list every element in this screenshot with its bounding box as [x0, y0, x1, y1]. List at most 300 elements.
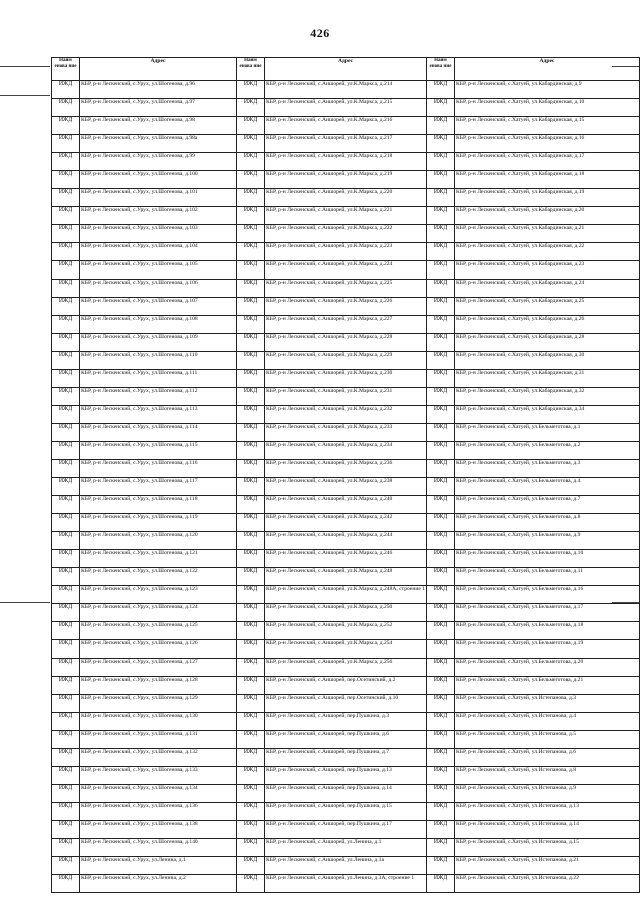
- table-row: [52, 387, 640, 405]
- object-type-cell: ИЖД: [52, 857, 80, 875]
- object-type-cell: ИЖД: [52, 171, 80, 189]
- object-type-cell: ИЖД: [427, 586, 455, 604]
- address-cell: КБР, р-н Лескенский, с.Урух, ул.Шогенова, д.115: [80, 441, 237, 459]
- address-cell: КБР, р-н Лескенский, с.Аишорей, ул.К.Маркса, д.240: [265, 496, 427, 514]
- table-row: [52, 207, 640, 225]
- address-cell: КБР, р-н Лескенский, с.Урух, ул.Шогенова, д.131: [80, 730, 237, 748]
- object-type-cell: ИЖД: [237, 694, 265, 712]
- table-row: [52, 550, 640, 568]
- object-type-cell: ИЖД: [237, 333, 265, 351]
- address-cell: КБР, р-н Лескенский, с.Хатуей, ул.Бельмеготова, д.4: [455, 478, 640, 496]
- object-type-cell: ИЖД: [237, 658, 265, 676]
- object-type-cell: ИЖД: [427, 99, 455, 117]
- table-row: [52, 712, 640, 730]
- table-row: [52, 459, 640, 477]
- address-cell: КБР, р-н Лескенский, с.Урух, ул.Шогенова, д.113: [80, 405, 237, 423]
- address-cell: КБР, р-н Лескенский, с.Хатуей, ул.Кабардинская, д.30: [455, 351, 640, 369]
- object-type-cell: ИЖД: [52, 261, 80, 279]
- address-cell: КБР, р-н Лескенский, с.Хатуей, ул.Бельмеготова, д.21: [455, 676, 640, 694]
- address-cell: КБР, р-н Лескенский, с.Аишорей, ул.Ленина, д.1: [265, 838, 427, 856]
- table-row: [52, 279, 640, 297]
- address-cell: КБР, р-н Лескенский, с.Хатуей, ул.Кабардинская, д.16: [455, 135, 640, 153]
- object-type-cell: ИЖД: [52, 135, 80, 153]
- address-cell: КБР, р-н Лескенский, с.Урух, ул.Шогенова, д.97: [80, 99, 237, 117]
- address-cell: КБР, р-н Лескенский, с.Аишорей, ул.К.Маркса, д.230: [265, 369, 427, 387]
- address-cell: КБР, р-н Лескенский, с.Хатуей, ул.Бельмеготова, д.7: [455, 496, 640, 514]
- object-type-cell: ИЖД: [52, 478, 80, 496]
- address-cell: КБР, р-н Лескенский, с.Хатуей, ул.Бельмеготова, д.3: [455, 459, 640, 477]
- address-cell: КБР, р-н Лескенский, с.Аишорей, ул.К.Маркса, д.244: [265, 532, 427, 550]
- table-row: [52, 423, 640, 441]
- address-cell: КБР, р-н Лескенский, с.Урух, ул.Шогенова, д.130: [80, 712, 237, 730]
- address-cell: КБР, р-н Лескенский, с.Хатуей, ул.Кабардинская, д.24: [455, 279, 640, 297]
- object-type-cell: ИЖД: [52, 586, 80, 604]
- object-type-cell: ИЖД: [237, 568, 265, 586]
- page-number: 426: [310, 26, 330, 40]
- address-cell: КБР, р-н Лескенский, с.Урух, ул.Шогенова, д.104: [80, 243, 237, 261]
- table-row: [52, 243, 640, 261]
- table-row: [52, 640, 640, 658]
- table-row: [52, 261, 640, 279]
- object-type-cell: ИЖД: [52, 315, 80, 333]
- address-cell: КБР, р-н Лескенский, с.Урух, ул.Шогенова, д.110: [80, 351, 237, 369]
- table-row: [52, 586, 640, 604]
- object-type-cell: ИЖД: [237, 297, 265, 315]
- object-type-cell: ИЖД: [52, 405, 80, 423]
- table-row: [52, 478, 640, 496]
- address-cell: КБР, р-н Лескенский, с.Хатуей, ул.Бельмеготова, д.9: [455, 532, 640, 550]
- address-cell: КБР, р-н Лескенский, с.Аишорей, ул.К.Маркса, д.222: [265, 225, 427, 243]
- table-row: [52, 838, 640, 856]
- address-cell: КБР, р-н Лескенский, с.Урух, ул.Шогенова, д.128: [80, 676, 237, 694]
- object-type-cell: ИЖД: [237, 712, 265, 730]
- address-cell: КБР, р-н Лескенский, с.Аишорей, ул.К.Маркса, д.233: [265, 423, 427, 441]
- address-cell: КБР, р-н Лескенский, с.Аишорей, ул.К.Маркса, д.231: [265, 387, 427, 405]
- header-type-col-3: Наим енова ние: [427, 58, 455, 81]
- object-type-cell: ИЖД: [427, 333, 455, 351]
- table-row: [52, 820, 640, 838]
- address-cell: КБР, р-н Лескенский, с.Аишорей, ул.К.Маркса, д.219: [265, 171, 427, 189]
- header-address-col-1: Адрес: [80, 58, 237, 81]
- table-row: [52, 514, 640, 532]
- object-type-cell: ИЖД: [427, 496, 455, 514]
- address-cell: КБР, р-н Лескенский, с.Хатуей, ул.Кабардинская, д.23: [455, 261, 640, 279]
- object-type-cell: ИЖД: [52, 387, 80, 405]
- address-cell: КБР, р-н Лескенский, с.Аишорей, ул.К.Маркса, д.226: [265, 297, 427, 315]
- object-type-cell: ИЖД: [237, 748, 265, 766]
- object-type-cell: ИЖД: [52, 658, 80, 676]
- address-cell: КБР, р-н Лескенский, с.Хатуей, ул.Бельмеготова, д.2: [455, 441, 640, 459]
- address-cell: КБР, р-н Лескенский, с.Аишорей, ул.К.Маркса, д.252: [265, 622, 427, 640]
- address-cell: КБР, р-н Лескенский, с.Хатуей, ул.Кабардинская, д.25: [455, 297, 640, 315]
- address-cell: КБР, р-н Лескенский, с.Аишорей, ул.Ленина, д.3А, строение 1: [265, 875, 427, 893]
- object-type-cell: ИЖД: [52, 784, 80, 802]
- object-type-cell: ИЖД: [52, 351, 80, 369]
- object-type-cell: ИЖД: [427, 117, 455, 135]
- address-cell: КБР, р-н Лескенский, с.Аишорей, ул.К.Маркса, д.220: [265, 189, 427, 207]
- object-type-cell: ИЖД: [52, 766, 80, 784]
- table-row: [52, 532, 640, 550]
- table-body: [52, 81, 640, 893]
- object-type-cell: ИЖД: [427, 261, 455, 279]
- object-type-cell: ИЖД: [52, 568, 80, 586]
- object-type-cell: ИЖД: [52, 694, 80, 712]
- object-type-cell: ИЖД: [52, 532, 80, 550]
- object-type-cell: ИЖД: [237, 171, 265, 189]
- table-row: [52, 171, 640, 189]
- table-row: [52, 333, 640, 351]
- address-cell: КБР, р-н Лескенский, с.Аишорей, ул.К.Маркса, д.232: [265, 405, 427, 423]
- address-cell: КБР, р-н Лескенский, с.Аишорей, ул.К.Маркса, д.248: [265, 568, 427, 586]
- address-cell: КБР, р-н Лескенский, с.Аишорей, пер.Пушкина, д.6: [265, 730, 427, 748]
- object-type-cell: ИЖД: [52, 243, 80, 261]
- address-cell: КБР, р-н Лескенский, с.Хатуей, ул.Кабардинская, д.15: [455, 117, 640, 135]
- object-type-cell: ИЖД: [427, 135, 455, 153]
- address-cell: КБР, р-н Лескенский, с.Аишорей, пер.Осетинский, д.10: [265, 694, 427, 712]
- object-type-cell: ИЖД: [427, 478, 455, 496]
- address-cell: КБР, р-н Лескенский, с.Урух, ул.Шогенова, д.116: [80, 459, 237, 477]
- header-address-col-3: Адрес: [455, 58, 640, 81]
- object-type-cell: ИЖД: [427, 532, 455, 550]
- table-row: [52, 297, 640, 315]
- object-type-cell: ИЖД: [237, 207, 265, 225]
- address-cell: КБР, р-н Лескенский, с.Урух, ул.Шогенова, д.108: [80, 315, 237, 333]
- object-type-cell: ИЖД: [52, 712, 80, 730]
- address-cell: КБР, р-н Лескенский, с.Хатуей, ул.Бельмеготова, д.16: [455, 586, 640, 604]
- address-cell: КБР, р-н Лескенский, с.Урух, ул.Шогенова, д.132: [80, 748, 237, 766]
- object-type-cell: ИЖД: [427, 315, 455, 333]
- object-type-cell: ИЖД: [237, 441, 265, 459]
- object-type-cell: ИЖД: [52, 496, 80, 514]
- header-address-col-2: Адрес: [265, 58, 427, 81]
- object-type-cell: ИЖД: [427, 279, 455, 297]
- object-type-cell: ИЖД: [237, 730, 265, 748]
- object-type-cell: ИЖД: [52, 748, 80, 766]
- address-cell: КБР, р-н Лескенский, с.Аишорей, пер.Пушкина, д.15: [265, 802, 427, 820]
- object-type-cell: ИЖД: [237, 514, 265, 532]
- address-cell: КБР, р-н Лескенский, с.Хатуей, ул.Кабардинская, д.31: [455, 369, 640, 387]
- object-type-cell: ИЖД: [237, 153, 265, 171]
- table-row: [52, 730, 640, 748]
- object-type-cell: ИЖД: [52, 153, 80, 171]
- object-type-cell: ИЖД: [52, 81, 80, 99]
- address-cell: КБР, р-н Лескенский, с.Аишорей, ул.К.Маркса, д.215: [265, 99, 427, 117]
- header-type-col-2: Наим енова ние: [237, 58, 265, 81]
- address-cell: КБР, р-н Лескенский, с.Хатуей, ул.Истепанова, д.9: [455, 784, 640, 802]
- object-type-cell: ИЖД: [427, 405, 455, 423]
- object-type-cell: ИЖД: [52, 423, 80, 441]
- address-cell: КБР, р-н Лескенский, с.Аишорей, пер.Пушкина, д.14: [265, 784, 427, 802]
- table-row: [52, 369, 640, 387]
- object-type-cell: ИЖД: [52, 279, 80, 297]
- object-type-cell: ИЖД: [52, 99, 80, 117]
- address-cell: КБР, р-н Лескенский, с.Аишорей, ул.К.Маркса, д.234: [265, 441, 427, 459]
- object-type-cell: ИЖД: [237, 99, 265, 117]
- address-cell: КБР, р-н Лескенский, с.Хатуей, ул.Кабардинская, д.28: [455, 333, 640, 351]
- table-row: [52, 748, 640, 766]
- address-cell: КБР, р-н Лескенский, с.Аишорей, ул.К.Маркса, д.256: [265, 658, 427, 676]
- address-cell: КБР, р-н Лескенский, с.Урух, ул.Шогенова, д.114: [80, 423, 237, 441]
- object-type-cell: ИЖД: [237, 857, 265, 875]
- address-cell: КБР, р-н Лескенский, с.Аишорей, ул.К.Маркса, д.238: [265, 478, 427, 496]
- object-type-cell: ИЖД: [237, 532, 265, 550]
- left-margin-line: [0, 66, 50, 67]
- object-type-cell: ИЖД: [237, 459, 265, 477]
- address-cell: КБР, р-н Лескенский, с.Урух, ул.Шогенова, д.126: [80, 640, 237, 658]
- address-cell: КБР, р-н Лескенский, с.Аишорей, ул.К.Маркса, д.236: [265, 459, 427, 477]
- object-type-cell: ИЖД: [237, 550, 265, 568]
- address-cell: КБР, р-н Лескенский, с.Хатуей, ул.Истепанова, д.13: [455, 802, 640, 820]
- object-type-cell: ИЖД: [427, 550, 455, 568]
- address-cell: КБР, р-н Лескенский, с.Хатуей, ул.Кабардинская, д.22: [455, 243, 640, 261]
- object-type-cell: ИЖД: [427, 189, 455, 207]
- object-type-cell: ИЖД: [427, 622, 455, 640]
- address-cell: КБР, р-н Лескенский, с.Аишорей, пер.Пушкина, д.17: [265, 820, 427, 838]
- table-row: [52, 81, 640, 99]
- address-cell: КБР, р-н Лескенский, с.Урух, ул.Шогенова, д.117: [80, 478, 237, 496]
- table-row: [52, 99, 640, 117]
- object-type-cell: ИЖД: [237, 622, 265, 640]
- object-type-cell: ИЖД: [237, 243, 265, 261]
- address-cell: КБР, р-н Лескенский, с.Урух, ул.Шогенова, д.111: [80, 369, 237, 387]
- header-type-col-1: Наим енова ние: [52, 58, 80, 81]
- address-cell: КБР, р-н Лескенский, с.Урух, ул.Шогенова, д.123: [80, 586, 237, 604]
- address-cell: КБР, р-н Лескенский, с.Урух, ул.Шогенова, д.138: [80, 820, 237, 838]
- address-cell: КБР, р-н Лескенский, с.Аишорей, ул.К.Маркса, д.223: [265, 243, 427, 261]
- object-type-cell: ИЖД: [237, 315, 265, 333]
- object-type-cell: ИЖД: [427, 658, 455, 676]
- object-type-cell: ИЖД: [52, 622, 80, 640]
- table-row: [52, 802, 640, 820]
- address-cell: КБР, р-н Лескенский, с.Урух, ул.Шогенова, д.119: [80, 514, 237, 532]
- address-cell: КБР, р-н Лескенский, с.Хатуей, ул.Бельмеготова, д.8: [455, 514, 640, 532]
- object-type-cell: ИЖД: [237, 81, 265, 99]
- object-type-cell: ИЖД: [237, 351, 265, 369]
- address-cell: КБР, р-н Лескенский, с.Хатуей, ул.Кабардинская, д.9: [455, 81, 640, 99]
- object-type-cell: ИЖД: [427, 838, 455, 856]
- address-cell: КБР, р-н Лескенский, с.Аишорей, ул.К.Маркса, д.216: [265, 117, 427, 135]
- table-row: [52, 441, 640, 459]
- object-type-cell: ИЖД: [52, 514, 80, 532]
- object-type-cell: ИЖД: [427, 514, 455, 532]
- object-type-cell: ИЖД: [52, 802, 80, 820]
- object-type-cell: ИЖД: [427, 387, 455, 405]
- object-type-cell: ИЖД: [52, 550, 80, 568]
- object-type-cell: ИЖД: [237, 586, 265, 604]
- address-cell: КБР, р-н Лескенский, с.Аишорей, ул.К.Маркса, д.224: [265, 261, 427, 279]
- address-cell: КБР, р-н Лескенский, с.Хатуей, ул.Кабардинская, д.34: [455, 405, 640, 423]
- object-type-cell: ИЖД: [237, 423, 265, 441]
- address-cell: КБР, р-н Лескенский, с.Хатуей, ул.Истепанова, д.14: [455, 820, 640, 838]
- address-cell: КБР, р-н Лескенский, с.Урух, ул.Шогенова, д.103: [80, 225, 237, 243]
- address-cell: КБР, р-н Лескенский, с.Урух, ул.Шогенова, д.105: [80, 261, 237, 279]
- address-cell: КБР, р-н Лескенский, с.Урух, ул.Шогенова, д.127: [80, 658, 237, 676]
- address-cell: КБР, р-н Лескенский, с.Хатуей, ул.Истепанова, д.15: [455, 838, 640, 856]
- object-type-cell: ИЖД: [52, 297, 80, 315]
- object-type-cell: ИЖД: [237, 640, 265, 658]
- object-type-cell: ИЖД: [427, 748, 455, 766]
- address-cell: КБР, р-н Лескенский, с.Урух, ул.Шогенова, д.99: [80, 153, 237, 171]
- object-type-cell: ИЖД: [237, 189, 265, 207]
- object-type-cell: ИЖД: [237, 369, 265, 387]
- object-type-cell: ИЖД: [427, 802, 455, 820]
- address-cell: КБР, р-н Лескенский, с.Аишорей, ул.Ленина, д.1а: [265, 857, 427, 875]
- object-type-cell: ИЖД: [427, 351, 455, 369]
- address-cell: КБР, р-н Лескенский, с.Хатуей, ул.Истепанова, д.4: [455, 712, 640, 730]
- table-row: [52, 766, 640, 784]
- address-cell: КБР, р-н Лескенский, с.Хатуей, ул.Бельмеготова, д.17: [455, 604, 640, 622]
- address-cell: КБР, р-н Лескенский, с.Урух, ул.Шогенова, д.134: [80, 784, 237, 802]
- object-type-cell: ИЖД: [237, 875, 265, 893]
- table-row: [52, 117, 640, 135]
- object-type-cell: ИЖД: [52, 459, 80, 477]
- address-cell: КБР, р-н Лескенский, с.Хатуей, ул.Бельмеготова, д.11: [455, 568, 640, 586]
- address-table-wrapper: [51, 57, 611, 893]
- address-cell: КБР, р-н Лескенский, с.Хатуей, ул.Кабардинская, д.10: [455, 99, 640, 117]
- object-type-cell: ИЖД: [237, 676, 265, 694]
- address-cell: КБР, р-н Лескенский, с.Хатуей, ул.Бельмеготова, д.1: [455, 423, 640, 441]
- address-cell: КБР, р-н Лескенский, с.Урух, ул.Шогенова, д.100: [80, 171, 237, 189]
- object-type-cell: ИЖД: [52, 875, 80, 893]
- address-cell: КБР, р-н Лескенский, с.Урух, ул.Шогенова, д.98а: [80, 135, 237, 153]
- object-type-cell: ИЖД: [427, 441, 455, 459]
- object-type-cell: ИЖД: [52, 369, 80, 387]
- object-type-cell: ИЖД: [237, 802, 265, 820]
- address-cell: КБР, р-н Лескенский, с.Урух, ул.Шогенова, д.122: [80, 568, 237, 586]
- address-cell: КБР, р-н Лескенский, с.Урух, ул.Шогенова, д.121: [80, 550, 237, 568]
- object-type-cell: ИЖД: [237, 604, 265, 622]
- object-type-cell: ИЖД: [52, 730, 80, 748]
- table-row: [52, 405, 640, 423]
- address-cell: КБР, р-н Лескенский, с.Хатуей, ул.Истепанова, д.5: [455, 730, 640, 748]
- object-type-cell: ИЖД: [237, 838, 265, 856]
- object-type-cell: ИЖД: [427, 694, 455, 712]
- address-cell: КБР, р-н Лескенский, с.Урух, ул.Шогенова, д.118: [80, 496, 237, 514]
- address-cell: КБР, р-н Лескенский, с.Аишорей, ул.К.Маркса, д.227: [265, 315, 427, 333]
- address-cell: КБР, р-н Лескенский, с.Аишорей, ул.К.Маркса, д.225: [265, 279, 427, 297]
- address-cell: КБР, р-н Лескенский, с.Аишорей, ул.К.Маркса, д.214: [265, 81, 427, 99]
- object-type-cell: ИЖД: [237, 784, 265, 802]
- address-cell: КБР, р-н Лескенский, с.Аишорей, ул.К.Маркса, д.229: [265, 351, 427, 369]
- object-type-cell: ИЖД: [427, 243, 455, 261]
- object-type-cell: ИЖД: [427, 153, 455, 171]
- object-type-cell: ИЖД: [237, 279, 265, 297]
- object-type-cell: ИЖД: [427, 423, 455, 441]
- object-type-cell: ИЖД: [52, 640, 80, 658]
- table-row: [52, 351, 640, 369]
- table-row: [52, 676, 640, 694]
- address-cell: КБР, р-н Лескенский, с.Урух, ул.Шогенова, д.101: [80, 189, 237, 207]
- left-margin-line: [0, 602, 50, 603]
- address-cell: КБР, р-н Лескенский, с.Урух, ул.Шогенова, д.96: [80, 81, 237, 99]
- address-cell: КБР, р-н Лескенский, с.Урух, ул.Шогенова, д.120: [80, 532, 237, 550]
- address-cell: КБР, р-н Лескенский, с.Урух, ул.Шогенова, д.98: [80, 117, 237, 135]
- address-cell: КБР, р-н Лескенский, с.Аишорей, пер.Осетинский, д.2: [265, 676, 427, 694]
- table-row: [52, 658, 640, 676]
- table-row: [52, 135, 640, 153]
- address-cell: КБР, р-н Лескенский, с.Хатуей, ул.Бельмеготова, д.10: [455, 550, 640, 568]
- table-row: [52, 784, 640, 802]
- object-type-cell: ИЖД: [427, 171, 455, 189]
- object-type-cell: ИЖД: [427, 207, 455, 225]
- address-cell: КБР, р-н Лескенский, с.Урух, ул.Ленина, д.2: [80, 875, 237, 893]
- address-cell: КБР, р-н Лескенский, с.Хатуей, ул.Бельмеготова, д.18: [455, 622, 640, 640]
- object-type-cell: ИЖД: [52, 441, 80, 459]
- object-type-cell: ИЖД: [52, 225, 80, 243]
- object-type-cell: ИЖД: [237, 766, 265, 784]
- address-cell: КБР, р-н Лескенский, с.Урух, ул.Шогенова, д.106: [80, 279, 237, 297]
- object-type-cell: ИЖД: [427, 766, 455, 784]
- object-type-cell: ИЖД: [237, 225, 265, 243]
- address-cell: КБР, р-н Лескенский, с.Аишорей, ул.К.Маркса, д.246: [265, 550, 427, 568]
- object-type-cell: ИЖД: [427, 225, 455, 243]
- address-cell: КБР, р-н Лескенский, с.Хатуей, ул.Истепанова, д.22: [455, 875, 640, 893]
- table-row: [52, 496, 640, 514]
- object-type-cell: ИЖД: [52, 838, 80, 856]
- address-cell: КБР, р-н Лескенский, с.Урух, ул.Шогенова, д.140: [80, 838, 237, 856]
- object-type-cell: ИЖД: [52, 676, 80, 694]
- address-cell: КБР, р-н Лескенский, с.Хатуей, ул.Бельмеготова, д.20: [455, 658, 640, 676]
- address-cell: КБР, р-н Лескенский, с.Хатуей, ул.Кабардинская, д.26: [455, 315, 640, 333]
- address-cell: КБР, р-н Лескенский, с.Хатуей, ул.Бельмеготова, д.19: [455, 640, 640, 658]
- address-table: [51, 57, 640, 893]
- object-type-cell: ИЖД: [427, 568, 455, 586]
- address-cell: КБР, р-н Лескенский, с.Хатуей, ул.Истепанова, д.8: [455, 766, 640, 784]
- object-type-cell: ИЖД: [52, 333, 80, 351]
- table-row: [52, 857, 640, 875]
- object-type-cell: ИЖД: [52, 117, 80, 135]
- object-type-cell: ИЖД: [427, 676, 455, 694]
- address-cell: КБР, р-н Лескенский, с.Урух, ул.Шогенова, д.107: [80, 297, 237, 315]
- object-type-cell: ИЖД: [427, 640, 455, 658]
- table-row: [52, 568, 640, 586]
- address-cell: КБР, р-н Лескенский, с.Хатуей, ул.Кабардинская, д.20: [455, 207, 640, 225]
- object-type-cell: ИЖД: [52, 820, 80, 838]
- table-header-row: [52, 58, 640, 81]
- address-cell: КБР, р-н Лескенский, с.Аишорей, пер.Пушкина, д.13: [265, 766, 427, 784]
- object-type-cell: ИЖД: [427, 857, 455, 875]
- table-row: [52, 153, 640, 171]
- object-type-cell: ИЖД: [52, 207, 80, 225]
- address-cell: КБР, р-н Лескенский, с.Хатуей, ул.Кабардинская, д.32: [455, 387, 640, 405]
- address-cell: КБР, р-н Лескенский, с.Аишорей, ул.К.Маркса, д.228: [265, 333, 427, 351]
- object-type-cell: ИЖД: [237, 820, 265, 838]
- table-row: [52, 225, 640, 243]
- object-type-cell: ИЖД: [427, 712, 455, 730]
- object-type-cell: ИЖД: [427, 875, 455, 893]
- address-cell: КБР, р-н Лескенский, с.Хатуей, ул.Истепанова, д.6: [455, 748, 640, 766]
- address-cell: КБР, р-н Лескенский, с.Хатуей, ул.Кабардинская, д.18: [455, 171, 640, 189]
- object-type-cell: ИЖД: [427, 820, 455, 838]
- address-cell: КБР, р-н Лескенский, с.Урух, ул.Шогенова, д.102: [80, 207, 237, 225]
- table-row: [52, 315, 640, 333]
- address-cell: КБР, р-н Лескенский, с.Аишорей, ул.К.Маркса, д.217: [265, 135, 427, 153]
- address-cell: КБР, р-н Лескенский, с.Аишорей, ул.К.Маркса, д.218: [265, 153, 427, 171]
- address-cell: КБР, р-н Лескенский, с.Аишорей, ул.К.Маркса, д.250: [265, 604, 427, 622]
- object-type-cell: ИЖД: [427, 81, 455, 99]
- object-type-cell: ИЖД: [52, 604, 80, 622]
- table-row: [52, 694, 640, 712]
- table-row: [52, 189, 640, 207]
- table-row: [52, 604, 640, 622]
- object-type-cell: ИЖД: [427, 297, 455, 315]
- address-cell: КБР, р-н Лескенский, с.Урух, ул.Ленина, д.1: [80, 857, 237, 875]
- object-type-cell: ИЖД: [427, 730, 455, 748]
- left-margin-line: [0, 95, 50, 96]
- object-type-cell: ИЖД: [237, 135, 265, 153]
- address-cell: КБР, р-н Лескенский, с.Хатуей, ул.Кабардинская, д.19: [455, 189, 640, 207]
- object-type-cell: ИЖД: [237, 117, 265, 135]
